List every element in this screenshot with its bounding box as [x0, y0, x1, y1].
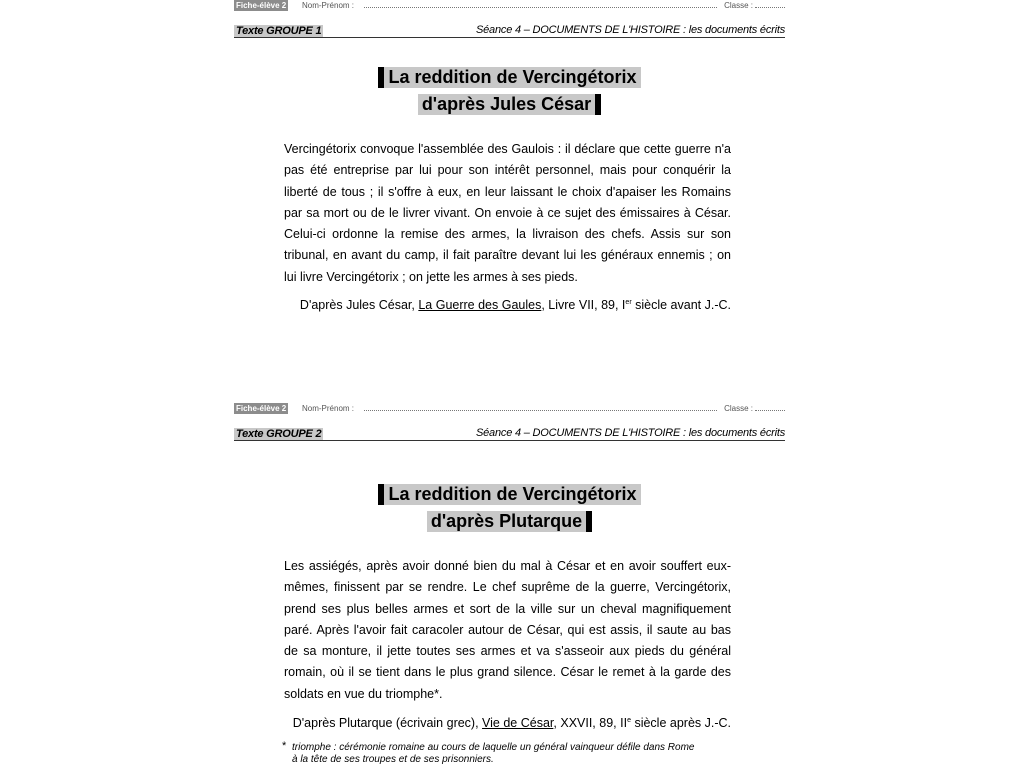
- source-work: Vie de César: [482, 716, 554, 731]
- name-field[interactable]: [364, 410, 717, 411]
- worksheet-group-1: [234, 0, 785, 313]
- document-text: Les assiégés, après avoir donné bien du mal à César et en avoir souffert eux-mêmes, finissent par se rendre. Le chef suprême de la guerre, Vercingétorix, prend ses plus belles armes et sort de la ville sur un cheval magnifiquement paré. Après l'avoir fait caracoler autour de César, qui est assis, il saute au bas de sa monture, il jette toutes ses armes et va s'asseoir aux pieds du général romain, où il se tient dans le plus grand silence. César le remet à la garde des soldats en vue du triomphe*.: [284, 559, 731, 701]
- source-suffix: , XXVII, 89, II: [553, 716, 628, 731]
- footnote-line-2: à la tête de ses troupes et de ses prisonniers.: [292, 754, 494, 765]
- class-label: Classe :: [724, 404, 753, 413]
- class-field[interactable]: [755, 7, 785, 8]
- session-title: Séance 4 – DOCUMENTS DE L'HISTOIRE : les documents écrits: [476, 427, 785, 439]
- class-label: Classe :: [724, 1, 753, 10]
- class-field[interactable]: [755, 410, 785, 411]
- footnote: [282, 742, 782, 766]
- document-text: Vercingétorix convoque l'assemblée des Gaulois : il déclare que cette guerre n'a pas été entreprise par lui pour son intérêt personnel, mais pour conquérir la liberté de tous ; il s'offre à eux, en leur laissant le choix d'apaiser les Romains par sa mort ou de le livrer vivant. On envoie à ce sujet des émissaires à César. Celui-ci ordonne la remise des armes, la livraison des chefs. Assis sur son tribunal, en avant du camp, il fait paraître devant lui les généraux ennemis ; on lui livre Vercingétorix ; on jette les armes à ses pieds.: [284, 142, 731, 284]
- source-prefix: D'après Plutarque (écrivain grec),: [292, 716, 483, 731]
- title-line-2: d'après Plutarque: [427, 511, 586, 532]
- name-line: [234, 0, 785, 11]
- title-line-1: La reddition de Vercingétorix: [384, 484, 640, 505]
- footnote-line-1: triomphe : cérémonie romaine au cours de laquelle un général vainqueur défile dans Rome: [292, 742, 695, 753]
- footnote-marker: *: [282, 740, 287, 752]
- fiche-label: Fiche-élève 2: [236, 1, 287, 10]
- document-title: [234, 481, 785, 535]
- name-line: [234, 403, 785, 414]
- group-header: [234, 25, 785, 38]
- title-line-2: d'après Jules César: [418, 94, 595, 115]
- title-line-1: La reddition de Vercingétorix: [384, 67, 640, 88]
- source-suffix: , Livre VII, 89, I: [541, 298, 626, 313]
- document-source: [284, 295, 731, 313]
- document-title: [234, 64, 785, 118]
- title-bar-right: [595, 94, 601, 115]
- fiche-label: Fiche-élève 2: [236, 404, 287, 413]
- document-source: [284, 713, 731, 731]
- worksheet-group-2: [234, 403, 785, 765]
- group-header: [234, 428, 785, 441]
- source-work: La Guerre des Gaules: [418, 298, 542, 313]
- name-label: Nom-Prénom :: [302, 404, 355, 413]
- title-bar-right: [586, 511, 592, 532]
- session-title: Séance 4 – DOCUMENTS DE L'HISTOIRE : les documents écrits: [476, 24, 785, 36]
- source-sup: er: [625, 299, 632, 306]
- name-field[interactable]: [364, 7, 717, 8]
- source-sup: e: [627, 717, 631, 724]
- source-prefix: D'après Jules César,: [299, 298, 419, 313]
- source-end: siècle avant J.-C.: [631, 298, 731, 313]
- source-end: siècle après J.-C.: [630, 716, 731, 731]
- group-label: Texte GROUPE 1: [236, 25, 322, 37]
- group-label: Texte GROUPE 2: [236, 428, 322, 440]
- name-label: Nom-Prénom :: [302, 1, 355, 10]
